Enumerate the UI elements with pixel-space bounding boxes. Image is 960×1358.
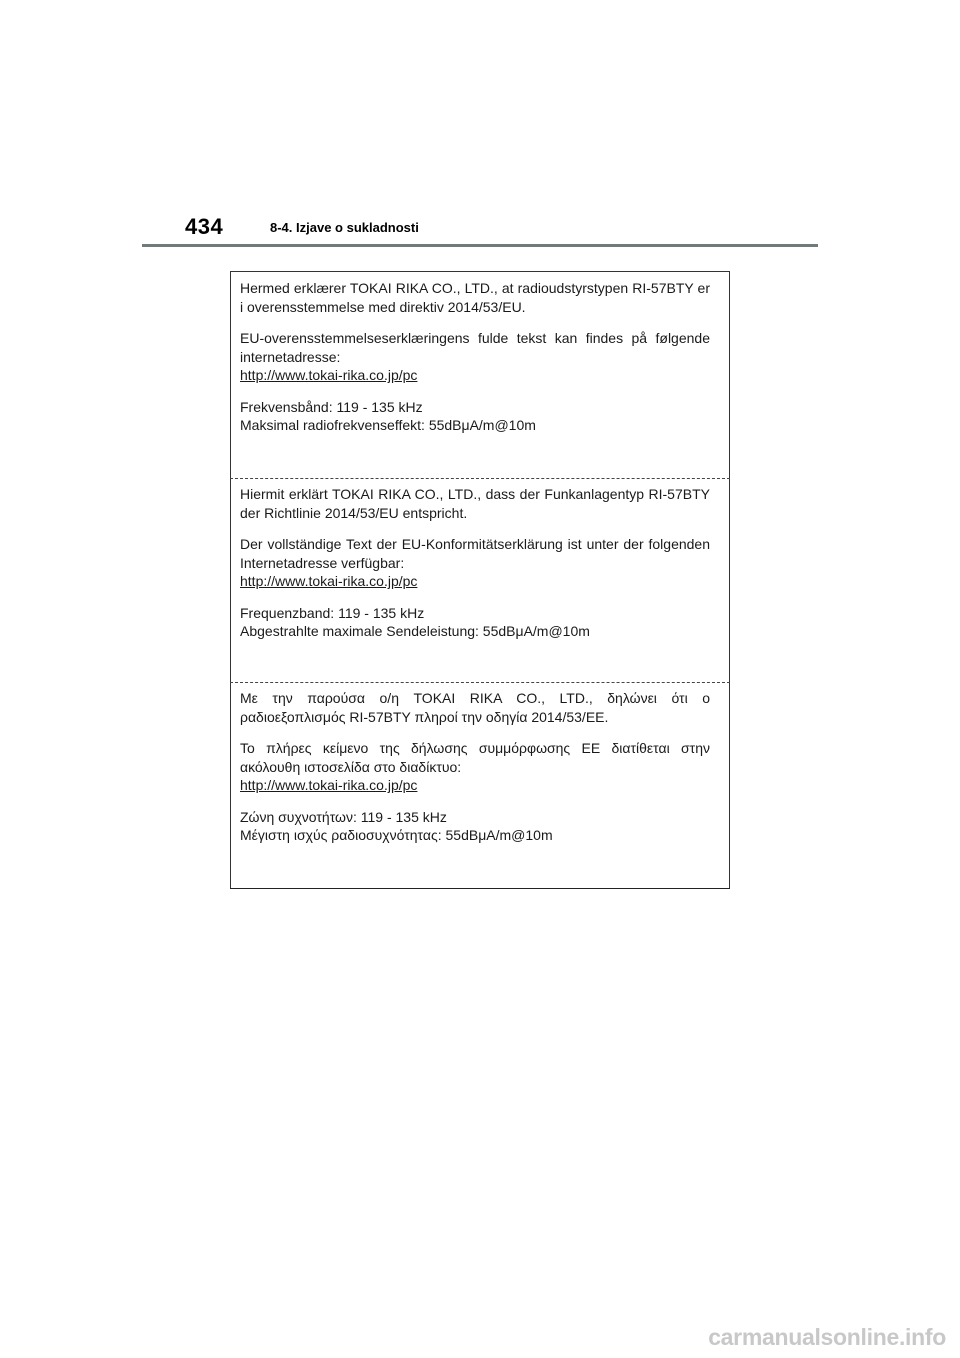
declaration-text: Hiermit erklärt TOKAI RIKA CO., LTD., dass der Funkanlagentyp RI-57BTY der Richtlinie 2014/53/EU entspricht. xyxy=(240,486,710,521)
page-number: 434 xyxy=(185,214,224,239)
section-title: 8-4. Izjave o sukladnosti xyxy=(270,220,419,235)
declaration-section-danish xyxy=(240,279,710,435)
section-divider xyxy=(230,682,730,684)
frame-top-line xyxy=(230,271,730,272)
section-divider xyxy=(230,478,730,480)
watermark-logo: carmanualsonline.info xyxy=(708,1324,946,1350)
declaration-url-link[interactable]: http://www.tokai-rika.co.jp/pc xyxy=(240,573,418,589)
max-power: Abgestrahlte maximale Sendeleistung: 55dBμA/m@10m xyxy=(240,623,590,639)
frequency-band: Frekvensbånd: 119 - 135 kHz xyxy=(240,398,423,415)
frame-bottom-line xyxy=(230,888,730,889)
declaration-section-german xyxy=(240,485,710,641)
declaration-url-link[interactable]: http://www.tokai-rika.co.jp/pc xyxy=(240,367,418,383)
max-power: Μέγιστη ισχύς ραδιοσυχνότητας: 55dBμA/m@10m xyxy=(240,827,553,843)
header-rule xyxy=(142,244,818,247)
declaration-section-greek xyxy=(240,689,710,845)
fulltext-intro: Der vollständige Text der EU-Konformitätserklärung ist unter der folgenden Internetadresse verfügbar: xyxy=(240,536,710,571)
max-power: Maksimal radiofrekvenseffekt: 55dBμA/m@10m xyxy=(240,417,536,433)
frequency-band: Ζώνη συχνοτήτων: 119 - 135 kHz xyxy=(240,808,447,825)
declaration-text: Hermed erklærer TOKAI RIKA CO., LTD., at radioudstyrstypen RI-57BTY er i overensstemmelse med direktiv 2014/53/EU. xyxy=(240,280,710,315)
declaration-text: Με την παρούσα ο/η TOKAI RIKA CO., LTD., δηλώνει ότι ο ραδιοεξοπλισμός RI-57BTY πληροί την οδηγία 2014/53/ΕΕ. xyxy=(240,690,710,725)
fulltext-intro: Το πλήρες κείμενο της δήλωσης συμμόρφωσης ΕΕ διατίθεται στην ακόλουθη ιστοσελίδα στο διαδίκτυο: xyxy=(240,740,710,775)
fulltext-intro: EU-overensstemmelseserklæringens fulde tekst kan findes på følgende internetadresse: xyxy=(240,330,710,365)
frequency-band: Frequenzband: 119 - 135 kHz xyxy=(240,604,425,621)
declaration-url-link[interactable]: http://www.tokai-rika.co.jp/pc xyxy=(240,777,418,793)
